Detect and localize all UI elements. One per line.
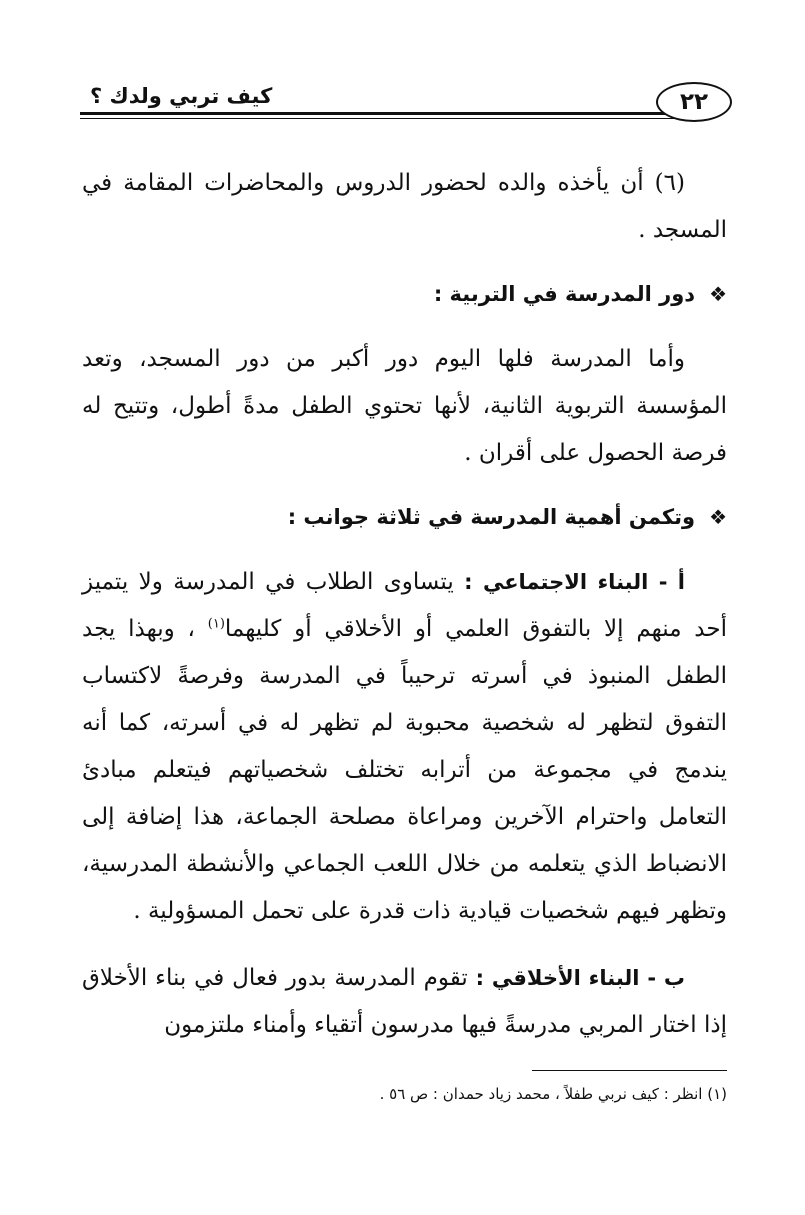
social-text-part1: يتساوى الطلاب في المدرسة ولا يتميز أحد منهم إلا بالتفوق العلمي أو الأخلاقي أو كليهما — [82, 569, 727, 642]
header-rule-thick — [80, 112, 700, 115]
footnote-marker[interactable]: (١) — [207, 616, 225, 632]
item-6-paragraph: (٦) أن يأخذه والده لحضور الدروس والمحاضرات المقامة في المسجد . — [82, 170, 727, 243]
heading-text: وتكمن أهمية المدرسة في ثلاثة جوانب : — [287, 505, 696, 529]
social-building-paragraph — [82, 559, 727, 935]
footnote-separator — [532, 1070, 727, 1071]
section-heading-school-role — [82, 274, 727, 314]
moral-building-label: ب - البناء الأخلاقي : — [475, 966, 685, 990]
diamond-bullet-icon: ❖ — [709, 505, 727, 529]
footnote-1: (١) انظر : كيف نربي طفلاً ، محمد زياد حمدان : ص ٥٦ . — [379, 1085, 727, 1103]
social-text-part2: ، وبهذا يجد الطفل المنبوذ في أسرته ترحيباً في المدرسة وفرصةً لاكتساب التفوق لتظهر له شخصية محبوبة لم تظهر له في أسرته، كما أنه يندمج في مجموعة من أترابه تختلف شخصياتهم فيتعلم مبادئ التعامل واحترام الآخرين ومراعاة مصلحة الجماعة، هذا إضافة إلى الانضباط الذي يتعلمه من خلال اللعب الجماعي والأنشطة المدرسية، وتظهر فيهم شخصيات قيادية ذات قدرة على تحمل المسؤولية . — [82, 616, 727, 924]
moral-building-paragraph — [82, 955, 727, 1049]
diamond-bullet-icon: ❖ — [709, 282, 727, 306]
running-header — [80, 70, 740, 130]
header-rule-thin — [80, 118, 700, 119]
social-building-label: أ - البناء الاجتماعي : — [464, 570, 686, 594]
school-role-paragraph: وأما المدرسة فلها اليوم دور أكبر من دور المسجد، وتعد المؤسسة التربوية الثانية، لأنها تحتوي الطفل مدةً أطول، وتتيح له فرصة الحصول على أقران . — [82, 346, 727, 466]
book-title: كيف تربي ولدك ؟ — [90, 84, 273, 108]
section-heading-importance — [82, 497, 727, 537]
page-number: ٢٢ — [656, 82, 732, 122]
main-text — [82, 160, 727, 1069]
moral-text: تقوم المدرسة بدور فعال في بناء الأخلاق إذا اختار المربي مدرسةً فيها مدرسون أتقياء وأمناء ملتزمون — [82, 965, 727, 1038]
heading-text: دور المدرسة في التربية : — [433, 282, 696, 306]
